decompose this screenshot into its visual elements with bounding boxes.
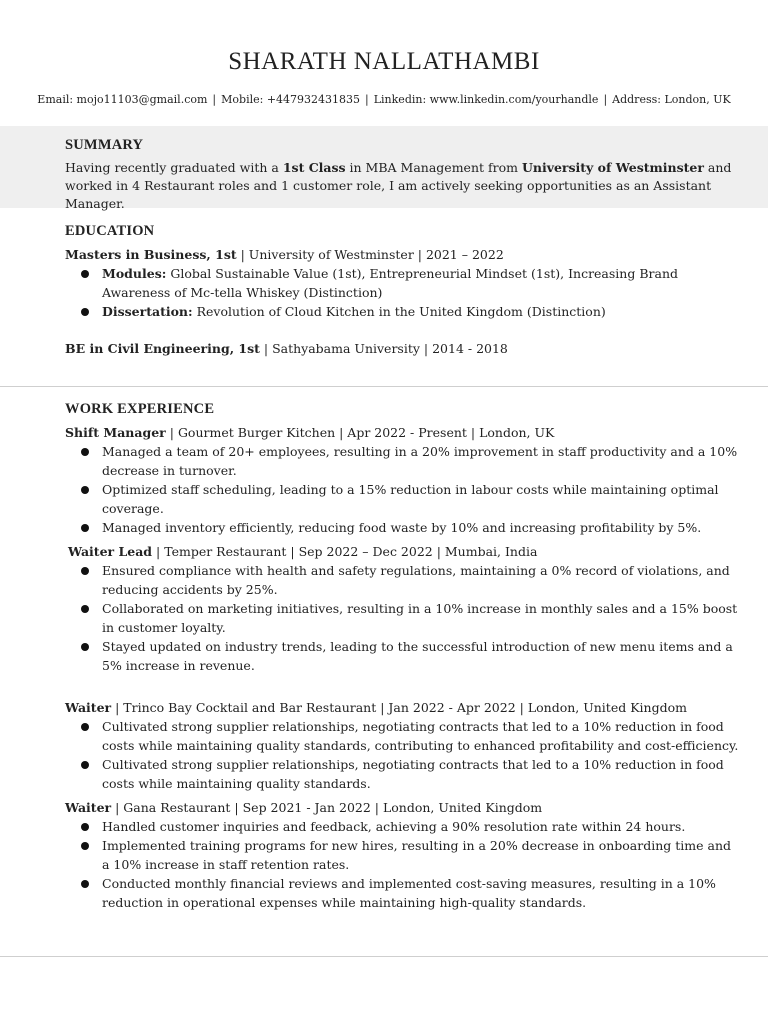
candidate-name: SHARATH NALLATHAMBI [228, 48, 540, 75]
summary-title: SUMMARY [65, 137, 144, 153]
contact-address: Address: London, UK [612, 93, 731, 106]
list-item: Dissertation: Revolution of Cloud Kitchen in the United Kingdom (Distinction) [65, 302, 740, 321]
list-item: Implemented training programs for new hires, resulting in a 20% decrease in onboarding time and a 10% increase in staff retention rates. [65, 836, 740, 874]
contact-line [0, 93, 768, 106]
list-item: Managed inventory efficiently, reducing food waste by 10% and increasing profitability by 5%. [65, 518, 740, 537]
job-bullet-list [65, 717, 740, 793]
job-bullet-list [65, 561, 740, 675]
contact-separator: | [603, 93, 608, 106]
experience-section [65, 401, 740, 912]
list-item: Cultivated strong supplier relationships, negotiating contracts that led to a 10% reduction in food costs while maintaining quality standards, contributing to enhanced profitability and cost-efficiency. [65, 717, 740, 755]
list-item: Modules: Global Sustainable Value (1st), Entrepreneurial Mindset (1st), Increasing Brand Awareness of Mc-tella Whiskey (Distinction) [65, 264, 740, 302]
job-header-waiter-trinco: Waiter | Trinco Bay Cocktail and Bar Restaurant | Jan 2022 - Apr 2022 | London, United Kingdom [65, 700, 687, 715]
list-item: Handled customer inquiries and feedback, achieving a 90% resolution rate within 24 hours. [65, 817, 740, 836]
list-item: Stayed updated on industry trends, leading to the successful introduction of new menu items and a 5% increase in revenue. [65, 637, 740, 675]
list-item: Ensured compliance with health and safety regulations, maintaining a 0% record of violations, and reducing accidents by 25%. [65, 561, 740, 599]
education-section [65, 223, 740, 358]
job-bullet-list [65, 817, 740, 912]
contact-separator: | [212, 93, 217, 106]
education-entry-masters: Masters in Business, 1st | University of Westminster | 2021 – 2022 [65, 247, 504, 262]
job-header-waiter-gana: Waiter | Gana Restaurant | Sep 2021 - Jan 2022 | London, United Kingdom [65, 800, 543, 815]
education-entry-be: BE in Civil Engineering, 1st | Sathyabama University | 2014 - 2018 [65, 341, 508, 356]
list-item: Managed a team of 20+ employees, resulting in a 20% improvement in staff productivity and a 10% decrease in turnover. [65, 442, 740, 480]
job-header-waiter-lead: Waiter Lead | Temper Restaurant | Sep 2022 – Dec 2022 | Mumbai, India [68, 544, 538, 559]
education-bullet-list [65, 264, 740, 321]
section-divider [0, 386, 768, 387]
section-divider [0, 956, 768, 957]
list-item: Optimized staff scheduling, leading to a 15% reduction in labour costs while maintaining optimal coverage. [65, 480, 740, 518]
education-title: EDUCATION [65, 223, 155, 239]
list-item: Cultivated strong supplier relationships, negotiating contracts that led to a 10% reduction in food costs while maintaining quality standards. [65, 755, 740, 793]
summary-text: Having recently graduated with a 1st Class in MBA Management from University of Westminster and worked in 4 Restaurant roles and 1 customer role, I am actively seeking opportunities as an Assistant Manager. [65, 160, 732, 211]
job-bullet-list [65, 442, 740, 537]
summary-section [65, 137, 740, 213]
experience-title: WORK EXPERIENCE [65, 401, 215, 417]
contact-mobile: Mobile: +447932431835 [221, 93, 361, 106]
list-item: Collaborated on marketing initiatives, resulting in a 10% increase in monthly sales and a 15% boost in customer loyalty. [65, 599, 740, 637]
contact-separator: | [365, 93, 369, 106]
contact-email: Email: mojo11103@gmail.com [37, 93, 208, 106]
list-item: Conducted monthly financial reviews and implemented cost-saving measures, resulting in a 10% reduction in operational expenses while maintaining high-quality standards. [65, 874, 740, 912]
job-header-shift-manager: Shift Manager | Gourmet Burger Kitchen | Apr 2022 - Present | London, UK [65, 425, 555, 440]
contact-linkedin: Linkedin: www.linkedin.com/yourhandle [373, 93, 599, 106]
